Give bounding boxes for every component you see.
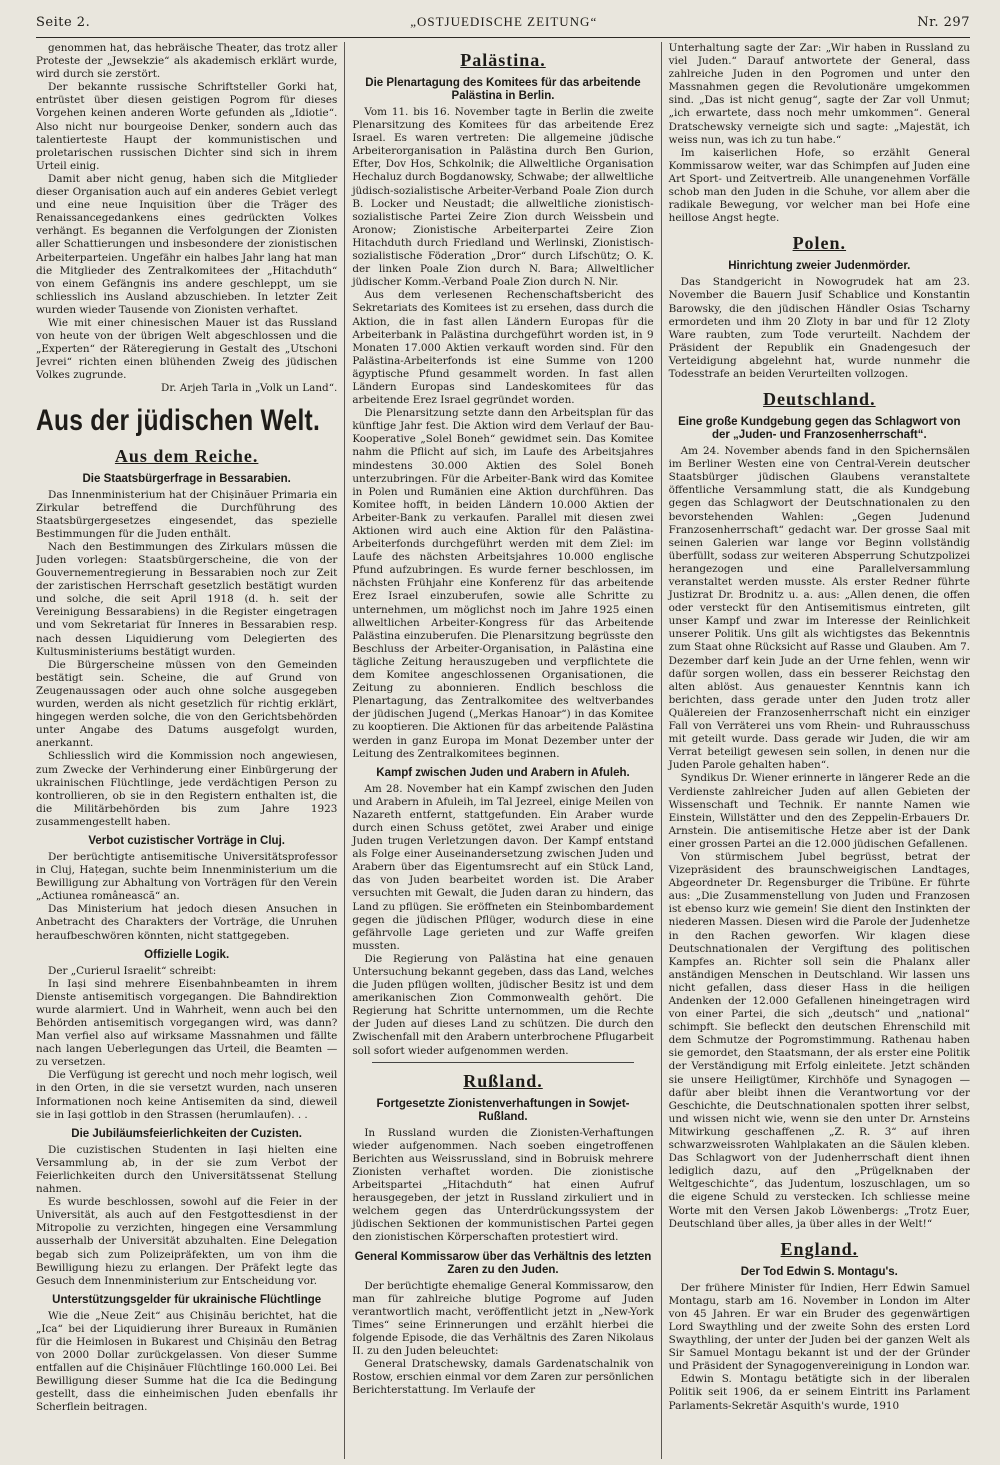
paragraph: In Russland wurden die Zionisten-Verhaftungen wieder aufgenommen. Nach soeben eingetroffenen Berichten aus Weissrussland, sind in Bobruisk mehrere Zionisten verhaftet worden. Die zionistische Arbeitspartei „Hitachduth“ hat einen Aufruf herausgegeben, der jetzt in Russland zirkuliert und in welchem gegen das Unterdrückungssystem der jüdischen Sektionen der kommunistischen Partei gegen den zionistischen Körperschaften protestiert wird. xyxy=(352,1126,654,1244)
paragraph: Das Ministerium hat jedoch diesen Ansuchen in Anbetracht des Charakters der Vorträge, die Unruhen heraufbeschwören könnten, nicht stattgegeben. xyxy=(36,903,338,942)
section-heading-england: England. xyxy=(780,1238,859,1259)
article-title: General Kommissarow über das Verhältnis des letzten Zaren zu den Juden. xyxy=(354,1250,652,1276)
column-3 xyxy=(661,42,970,1459)
paragraph: Die Plenarsitzung setzte dann den Arbeitsplan für das künftige Jahr fest. Die Aktion wird dem Verlauf der Bau-Kooperative „Solel Boneh“ gewidmet sein. Das Komitee nahm die Pflicht auf sich, im Laufe des Arbeitsjahres mindestens 30.000 Aktien des Solel Boneh unterzubringen. Für die Arbeiter-Bank wird das Komitee in Polen und Rumänien eine Aktion durchführen. Das Komitee hofft, in beiden Ländern 10.000 Aktien der Arbeiter-Bank zu verkaufen. Parallel mit diesen zwei Aktionen wird auch eine Aktion für den Palästina-Arbeiterfonds durchgeführt werden mit dem Ziel: im Laufe des nächsten Arbeitsjahres 10.000 englische Pfund aufzubringen. Es wurde ferner beschlossen, im nächsten Frühjahr eine Konferenz für das arbeitende Erez Israel einzuberufen, sowie alle Schritte zu unternehmen, um möglichst noch im Jahre 1925 einen allweltlichen Arbeiter-Kongress für das Arbeitende Palästina einzuberufen. Die Plenarsitzung begrüsste den Beschluss der Arbeiter-Organisation, in Palästina eine tägliche Zeitung herauszugeben und verpflichtete die dem Komitee angeschlossenen Organisationen, die Zeitung zu abonnieren. Endlich beschloss die Plenartagung, das Zentralkomitee des weltverbandes der jüdischen Jugend („Merkas Hanoar“) in das Komitee zu kooptieren. Die Aktionen für das arbeitende Palästina werden in ganz Europa im Monat Dezember unter der Leitung des Zentralkomitees beginnen. xyxy=(352,407,654,760)
paragraph: Die Verfügung ist gerecht und noch mehr logisch, weil in den Orten, in die sie versetzt wurden, nach unseren Informationen noch keine Antisemiten da sind, dieweil sie in Iași gottlob in den Strassen (herumlaufen). . . xyxy=(36,1069,338,1121)
paragraph: Am 24. November abends fand in den Spichernsälen im Berliner Westen eine von Central-Verein deutscher Staatsbürger jüdischen Glaubens veranstaltete öffentliche Versammlung statt, die als Kundgebung gegen das Schlagwort der Deutschnationalen zu den bevorstehenden Wahlen: „Gegen Judenund Franzosenherrschaft“ gedacht war. Der grosse Saal mit seinen Galerien war lange vor Beginn vollständig überfüllt, sodass zur weiteren Absperrung Schutzpolizei herangezogen und eine Parallelversammlung veranstaltet werden musste. Als erster Redner führte Justizrat Dr. Brodnitz u. a. aus: „Allen denen, die offen oder versteckt für den Antisemitismus eintreten, gilt unser Kampf und zwar im Interesse der Reinlichkeit unserer Politik. Uns gilt als wichtigstes das Bekenntnis zum Staat ohne Rücksicht auf Rasse und Glauben. Am 7. Dezember darf kein Jude an der Urne fehlen, wenn wir dafür sorgen wollen, dass ein besserer Reichstag den alten ablöst. Aus genauester Kenntnis kann ich berichten, dass gerade unter den Juden trotz aller Quälereien der Franzosenherrschaft nicht ein einziger Fall von Verräterei uns vom Rhein- und Ruhrausschuss mit geteilt wurde. Dass gerade wir Juden, die wir am Verrat beteiligt gewesen sein sollen, in denen nur die Juden Parole gehalten haben“. xyxy=(668,445,970,772)
page-number: Seite 2. xyxy=(36,15,91,30)
paragraph: Syndikus Dr. Wiener erinnerte in längerer Rede an die Verdienste zahlreicher Juden auf allen Gebieten der Wissenschaft und Technik. Er nannte Namen wie Einstein, Willstätter und den des Zeppelin-Erbauers Dr. Arnstein. Die antisemitische Hetze aber ist der Dank einer grossen Partei an die 12.000 jüdischen Gefallenen. xyxy=(668,772,970,850)
article-title: Die Staatsbürgerfrage in Bessarabien. xyxy=(82,472,291,485)
paragraph: In Iași sind mehrere Eisenbahnbeamten in ihrem Dienste antisemitisch vorgegangen. Die Bahndirektion wurde alarmiert. Und in Wahrheit, wenn auch bei den Behörden antisemitisch vorgegangen wird, was dann? Man verfiel also auf wirksame Massnahmen und fällte nach langen Ueberlegungen das Urteil, die Beamten — zu versetzen. xyxy=(36,977,338,1069)
paragraph: Vom 11. bis 16. November tagte in Berlin die zweite Plenarsitzung des Komitees für das arbeitende Erez Israel. Es waren vertreten: Die allgemeine jüdische Arbeiterorganisation in Palästina durch Ben Gurion, Efter, Dov Hos, Schkolnik; die Allweltliche Organisation Hechaluz durch Bogdanowsky, Schwabe; der allweltliche jüdisch-sozialistische Arbeiter-Verband Poale Zion durch B. Locker und Neustadt; die allweltliche zionistisch-sozialistische Partei Zeire Zion durch Weissbein und Aronow; Zionistische Arbeiterpartei Zeire Zion Hitachduth durch Friedland und Werlinski, Zionistisch-sozialistische Föderation „Dror“ durch Lifschütz; O. K. der linken Poale Zion durch N. Bara; Allweltlicher jüdischer Komm.-Verband Poale Zion durch N. Nir. xyxy=(352,106,654,289)
paragraph: Nach den Bestimmungen des Zirkulars müssen die Juden vorlegen: Staatsbürgerscheine, die von der Gouvernementregierung in Bessarabien noch zur Zeit der zaristischen Herrschaft gesetzlich bestätigt wurden und solche, die seit April 1918 (d. h. seit der Vereinigung Bessarabiens) in die Register eingetragen und vom Sekretariat für Inneres in Bessarabien resp. nach dessen Liquidierung vom Delegierten des Kultusministeriums bestätigt wurden. xyxy=(36,540,338,658)
paragraph: Im kaiserlichen Hofe, so erzählt General Kommissarow weiter, war das Schimpfen auf Juden eine Art Sport- und Zeitvertreib. Alle unangenehmen Vorfälle schob man den Juden in die Schuhe, vor allem aber die radikale Bewegung, vor welcher man bei Hofe eine heillose Angst hegte. xyxy=(668,146,970,225)
paragraph: General Dratschewsky, damals Gardenatschalnik von Rostow, erschien einmal vor dem Zaren zur persönlichen Berichterstattung. Im Verlaufe der xyxy=(352,1358,654,1397)
paragraph: Aus dem verlesenen Rechenschaftsbericht des Sekretariats des Komitees ist zu ersehen, dass durch die Aktion, die in fast allen Ländern Europas für die Arbeiterbank in Palästina durchgeführt worden ist, in 9 Monaten 17.000 Aktien verkauft worden sind. Für den Palästina-Arbeiterfonds ist eine Summe von 1200 ägyptische Pfund gesammelt worden. In fast allen Ländern Europas sind Landeskomitees für das arbeitende Erez Israel gegründet worden. xyxy=(352,289,654,407)
paragraph: Der berüchtigte ehemalige General Kommissarow, den man für zahlreiche blutige Pogrome auf Juden verantwortlich macht, veröffentlicht jetzt in „New-York Times“ seine Erinnerungen und erzählt hierbei die folgende Episode, die das Verhältnis des Zaren Nikolaus II. zu den Juden beleuchtet: xyxy=(352,1279,654,1357)
section-heading-reich: Aus dem Reiche. xyxy=(114,445,259,466)
paragraph: Unterhaltung sagte der Zar: „Wir haben in Russland zu viel Juden.“ Darauf antwortete der General, dass zahlreiche Juden in den Pogromen und unter den Massnahmen gegen die Revolutionäre umgekommen sind. „Das ist nicht genug“, sagte der Zar voll Unmut; „ich erwartete, dass noch mehr umkommen“. General Dratschewsky verneigte sich und sagte: „Majestät, ich weiss nun, was ich zu tun habe.“ xyxy=(668,42,970,146)
paragraph: Der „Curierul Israelit“ schreibt: xyxy=(48,964,217,977)
column-1 xyxy=(36,42,344,1459)
paragraph: Das Innenministerium hat der Chișinăuer Primaria ein Zirkular betreffend die Durchführung des Staatsbürgergesetzes eingesendet, das spezielle Bestimmungen für die Juden enthält. xyxy=(36,488,338,540)
section-banner-heading: Aus der jüdischen Welt. xyxy=(36,403,321,437)
paragraph: Wie mit einer chinesischen Mauer ist das Russland von heute von der übrigen Welt abgeschlossen und die „Experten“ der Räteregierung in Gestalt des „Utschoni Jevrei“ richten einen blühenden Zweig des jüdischen Volkes zugrunde. xyxy=(36,316,338,382)
article-title: Die Plenartagung des Komitees für das arbeitende Palästina in Berlin. xyxy=(365,77,641,102)
divider xyxy=(372,1062,633,1063)
paragraph: Die Regierung von Palästina hat eine genauen Untersuchung bekannt gegeben, dass das Land, welches die Juden pflügen wollten, jüdischer Besitz ist und dem amerikanischen Zion Commonwealth gehört. Die Regierung hat Schritte unternommen, um die Rechte der Juden auf dieses Land zu schützen. Die durch den Zwischenfall mit den Arabern unterbrochene Pflugarbeit soll sofort wieder aufgenommen werden. xyxy=(352,952,654,1057)
section-heading-polen: Polen. xyxy=(792,233,847,254)
article-title: Der Tod Edwin S. Montagu's. xyxy=(740,1265,898,1278)
issue-number: Nr. 297 xyxy=(917,15,970,30)
article-title: Verbot cuzistischer Vorträge in Cluj. xyxy=(88,834,285,847)
section-heading-deutschland: Deutschland. xyxy=(763,389,876,410)
newspaper-name: „OSTJUEDISCHE ZEITUNG“ xyxy=(410,14,598,29)
paragraph: Von stürmischem Jubel begrüsst, betrat der Vizepräsident des braunschweigischen Landtages, Abgeordneter Dr. Regensburger die Tribüne. Er führte aus: „Die Zusammenstellung von Juden und Franzosen ist ebenso kurz wie gemein! Sie dient den Instinkten der niederen Massen. Diesen wird die Parole der Judenhetze in den Rachen geworfen. Wir klagen diese Deutschnationalen der Vergiftung des politischen Kampfes an. Richter soll sein die Phalanx aller anständigen Menschen in Deutschland. Wir lassen uns nicht gefallen, dass dieser Hass in die heiligen Andenken der 12.000 Gefallenen hineingetragen wird von einer Partei, die sich „deutsch“ und „national“ schimpft. Sie befleckt den deutschen Ehrenschild mit dem Schmutze der Pogromstimmung. Rathenau haben sie gemordet, den Staatsmann, der als erster eine Politik der Verständigung mit Erfolg einleitete. Jetzt schänden sie unsere Heiligtümer, Kirchhöfe und Synagogen — dafür aber bleibt ihnen die Verantwortung vor der Geschichte, die Deutschnationalen spotten ihrer selbst, und wissen nicht wie, wenn sie den unter Dr. Arnsteins Mitwirkung geschaffenen „Z. R. 3“ auf ihren schwarzweissroten Wahlplakaten an die Säulen kleben. Das Schlagwort von der Judenherrschaft dient ihnen lediglich dazu, auf den „Prügelknaben der Weltgeschichte“, das Judentum, loszuschlagen, um so die eigene Schuld zu verstecken. Ich schliesse meine Worte mit den Versen Jakob Löwenbergs: „Trotz Euer, Deutschland über alles, ja über alles in der Welt!“ xyxy=(668,850,970,1230)
paragraph: genommen hat, das hebräische Theater, das trotz aller Proteste der „Jewsekzie“ als akademisch erklärt wurde, wird durch sie zerstört. xyxy=(36,42,338,81)
column-2 xyxy=(344,42,660,1459)
paragraph: Der berüchtigte antisemitische Universitätsprofessor in Cluj, Hațegan, suchte beim Innenministerium um die Bewilligung zur Abhaltung von Vorträgen für den Verein „Actiunea românească“ an. xyxy=(36,850,338,903)
paragraph: Das Standgericht in Nowogrudek hat am 23. November die Bauern Jusif Schablice und Konstantin Barowsky, die den jüdischen Händler Osias Tscharny ermordeten und ihm 20 Zloty in bar und für 12 Zloty Ware raubten, zum Tode verurteilt. Nachdem der Präsident der Republik ein Gnadengesuch der Verteidigung abgelehnt hat, wurde nunmehr die Todesstrafe an beiden Verurteilten vollzogen. xyxy=(668,276,970,380)
running-head xyxy=(36,14,970,38)
article-title: Kampf zwischen Juden und Arabern in Afuleh. xyxy=(376,766,630,779)
section-heading-russland: Rußland. xyxy=(463,1070,543,1091)
paragraph: Der bekannte russische Schriftsteller Gorki hat, entrüstet über diesen geistigen Pogrom für dieses Vorgehen keinen anderen Worte gefunden als „Idiotie“. Also nicht nur bourgeoise Denker, sondern auch das talentierteste Haupt der kommunistischen und proletarischen russischen Dichter sind sich in ihrem Urteil einig. xyxy=(36,81,338,172)
article-title: Unterstützungsgelder für ukrainische Flüchtlinge xyxy=(52,1293,322,1306)
paragraph: Die cuzistischen Studenten in Iași hielten eine Versammlung ab, in der sie zum Verbot der Feierlichkeiten durch den Universitätssenat Stellung nahmen. xyxy=(36,1143,338,1196)
paragraph: Es wurde beschlossen, sowohl auf die Feier in der Universität, als auch auf den Festgottesdienst in der Mitropolie zu verzichten, hingegen eine Versammlung ausserhalb der Universität abzuhalten. Eine Delegation begab sich zum Polizeipräfekten, um von ihm die Bewilligung hiezu zu erlangen. Der Präfekt legte das Gesuch dem Innenministerium zur Entscheidung vor. xyxy=(36,1196,338,1287)
paragraph: Schliesslich wird die Kommission noch angewiesen, zum Zwecke der Verhinderung einer Einbürgerung der ukrainischen Flüchtlinge, jede verdächtigen Person zu kontrollieren, ob sie in den Registern enthalten ist, die die Militärbehörden bis zum Jahre 1923 zusammengestellt haben. xyxy=(36,750,338,828)
article-title: Die Jubiläumsfeierlichkeiten der Cuzisten. xyxy=(71,1127,303,1140)
paragraph: Wie die „Neue Zeit“ aus Chișinău berichtet, hat die „Ica“ bei der Liquidierung ihrer Bureaux in Rumänien für die Heimlosen in Bukarest und Chișinău den Betrag von 2000 Dollar zurückgelassen. Von dieser Summe entfallen auf die Chișinăuer Flüchtlinge 160.000 Lei. Bei Bewilligung dieser Summe hat die Ica die Bedingung gestellt, dass die einheimischen Juden ebenfalls ihr Scherflein beitragen. xyxy=(36,1309,338,1414)
article-title: Fortgesetzte Zionistenverhaftungen in Sowjet-Rußland. xyxy=(376,1097,630,1123)
paragraph: Am 28. November hat ein Kampf zwischen den Juden und Arabern in Afuleih, im Tal Jezreel, einige Meilen von Nazareth entfernt, stattgefunden. Ein Araber wurde durch einen Schuss getötet, zwei Araber und einige Juden trugen Verletzungen davon. Der Kampf entstand als Folge einer Auseinandersetzung zwischen Juden und Arabern über das Eigentumsrecht auf ein Stück Land, das von Juden bearbeitet worden ist. Die Araber versuchten mit Gewalt, die Juden daran zu hindern, das Land zu pflügen. Sie eröffneten ein Steinbombardement gegen die jüdischen Pflüger, wodurch diese in eine gefährvolle Lage gerieten und zur Waffe greifen mussten. xyxy=(352,782,654,952)
paragraph: Edwin S. Montagu betätigte sich in der liberalen Politik seit 1906, da er seinem Eintritt ins Parlament Parlaments-Sekretär Asquith's wurde, 1910 xyxy=(668,1373,970,1412)
article-title: Eine große Kundgebung gegen das Schlagwort von der „Juden- und Franzosenherrschaft“. xyxy=(678,416,961,442)
article-columns xyxy=(36,42,970,1459)
paragraph: Der frühere Minister für Indien, Herr Edwin Samuel Montagu, starb am 16. November in London im Alter von 45 Jahren. Er war ein Bruder des gegenwärtigen Lord Swaythling und der zweite Sohn des ersten Lord Swaythling, der unter der Juden bei der ganzen Welt als Sir Samuel Montagu bekannt ist und der der Gründer und Präsident der Synagogenvereinigung in London war. xyxy=(668,1281,970,1373)
paragraph: Damit aber nicht genug, haben sich die Mitglieder dieser Organisation auch auf ein anderes Gebiet verlegt und eine neue Inquisition über die Träger des Renaissancegedankens eines gedrückten Volkes verhängt. Es begannen die Verfolgungen der Zionisten aller Schattierungen und insbesondere der zionistischen Arbeiterparteien. Ungefähr ein halbes Jahr lang hat man die Mitglieder des Zentralkomitees der „Hitachduth“ von einem Gefängnis ins andere geschleppt, um sie schliesslich ins Ausland abzuschieben. In letzter Zeit wurden wieder Tausende von Zionisten verhaftet. xyxy=(36,172,338,316)
article-title: Hinrichtung zweier Judenmörder. xyxy=(728,260,911,273)
article-title: Offizielle Logik. xyxy=(144,948,230,961)
section-heading-palaestina: Palästina. xyxy=(460,50,546,70)
paragraph: Die Bürgerscheine müssen von den Gemeinden bestätigt sein. Scheine, die auf Grund von Zeugenaussagen oder auch ohne solche ausgegeben wurden, werden als nicht gesetzlich für richtig erklärt, hingegen werden solche, die von den Gerichtsbehörden unter Angabe des Datums ausgefolgt wurden, anerkannt. xyxy=(36,658,338,750)
author-signature: Dr. Arjeh Tarla in „Volk un Land“. xyxy=(161,382,338,395)
